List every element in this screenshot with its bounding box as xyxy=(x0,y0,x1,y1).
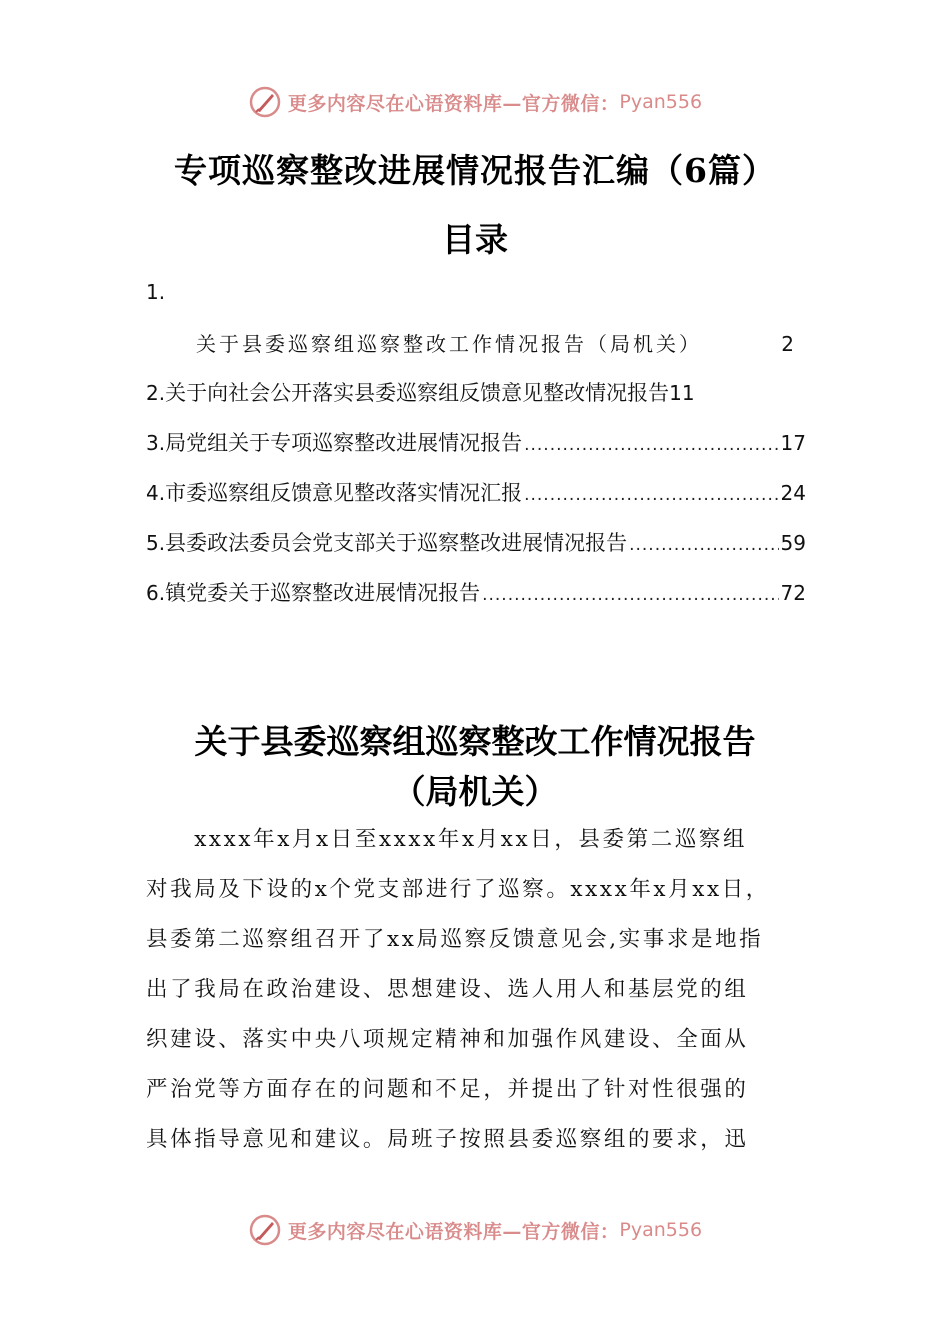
paragraph-line: 织建设、落实中央八项规定精神和加强作风建设、全面从 xyxy=(146,1027,749,1052)
toc-item-page: 17 xyxy=(780,431,806,455)
toc-item-text: 市委巡察组反馈意见整改落实情况汇报 xyxy=(165,481,523,505)
toc-item-page: 11 xyxy=(669,381,695,405)
toc-item-5[interactable] xyxy=(146,527,806,557)
toc-item-text: 镇党委关于巡察整改进展情况报告 xyxy=(165,581,481,605)
section-paragraph xyxy=(146,815,806,1165)
toc-item-page: 2 xyxy=(781,332,794,356)
toc-item-page: 24 xyxy=(780,481,806,505)
toc-item-number: 5. xyxy=(146,531,166,555)
section-title: 关于县委巡察组巡察整改工作情况报告 xyxy=(194,722,756,761)
quill-logo-icon xyxy=(248,85,282,119)
toc-item-1[interactable] xyxy=(146,328,806,358)
toc-item-page: 72 xyxy=(780,581,806,605)
toc-item-number: 3. xyxy=(146,431,166,455)
toc-item-number: 1. xyxy=(146,280,166,304)
toc-leader-dots xyxy=(524,435,778,455)
toc-item-number: 4. xyxy=(146,481,166,505)
paragraph-line: 严治党等方面存在的问题和不足，并提出了针对性很强的 xyxy=(146,1077,749,1102)
toc-item-text: 局党组关于专项巡察整改进展情况报告 xyxy=(165,431,523,455)
header-banner xyxy=(0,82,950,122)
paragraph-line: 对我局及下设的x个党支部进行了巡察。xxxx年x月xx日， xyxy=(146,877,770,902)
paragraph-line: 具体指导意见和建议。局班子按照县委巡察组的要求，迅 xyxy=(146,1127,749,1152)
toc-item-3[interactable] xyxy=(146,427,806,457)
quill-logo-icon xyxy=(248,1213,282,1247)
paragraph-line: xxxx年x月x日至xxxx年x月xx日，县委第二巡察组 xyxy=(146,827,748,852)
toc-leader-dots xyxy=(482,585,778,605)
banner-wechat-id: Pyan556 xyxy=(619,1219,703,1241)
banner-text: 更多内容尽在心语资料库—官方微信： xyxy=(287,1220,620,1243)
paragraph-line: 县委第二巡察组召开了xx局巡察反馈意见会,实事求是地指 xyxy=(146,927,764,952)
toc-heading: 目录 xyxy=(442,220,508,259)
toc-item-text: 县委政法委员会党支部关于巡察整改进展情况报告 xyxy=(165,531,628,555)
toc-item-number: 6. xyxy=(146,581,166,605)
document-title: 专项巡察整改进展情况报告汇编（6篇） xyxy=(174,151,776,190)
section-subtitle: （局机关） xyxy=(392,772,558,811)
banner-text: 更多内容尽在心语资料库—官方微信： xyxy=(287,92,620,115)
toc-item-text: 关于向社会公开落实县委巡察组反馈意见整改情况报告 xyxy=(165,381,670,405)
toc-item-6[interactable] xyxy=(146,577,806,607)
toc-item-1-number-line[interactable] xyxy=(146,280,806,310)
toc-leader-dots xyxy=(524,485,778,505)
toc-item-4[interactable] xyxy=(146,477,806,507)
banner-wechat-id: Pyan556 xyxy=(619,91,703,113)
toc-item-2[interactable] xyxy=(146,377,806,407)
paragraph-line: 出了我局在政治建设、思想建设、选人用人和基层党的组 xyxy=(146,977,749,1002)
toc-item-page: 59 xyxy=(780,531,806,555)
toc-item-text: 关于县委巡察组巡察整改工作情况报告（局机关） xyxy=(196,332,702,356)
toc-item-number: 2. xyxy=(146,381,166,405)
footer-banner xyxy=(0,1210,950,1250)
toc-leader-dots xyxy=(629,535,778,555)
